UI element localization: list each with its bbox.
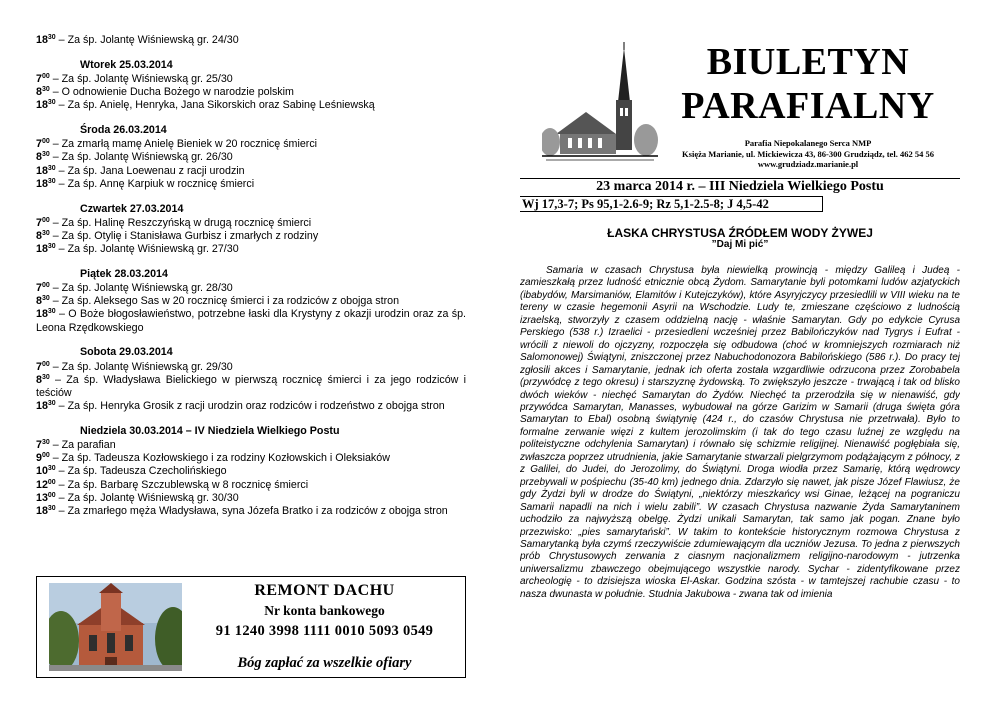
roof-repair-box <box>36 576 466 678</box>
mass-entry <box>36 165 466 178</box>
mass-minute: 00 <box>41 452 50 460</box>
mass-entry <box>36 465 466 478</box>
mass-hour: 9 <box>36 452 42 465</box>
mass-hour: 7 <box>36 72 42 85</box>
roof-repair-text <box>187 581 462 672</box>
mass-hour: 8 <box>36 373 42 386</box>
thanks-note: Bóg zapłać za wszelkie ofiary <box>237 655 412 671</box>
mass-minute: 30 <box>41 151 50 159</box>
mass-minute: 30 <box>47 243 56 251</box>
mass-entry <box>36 282 466 295</box>
title-line-2: PARAFIALNY <box>681 85 935 127</box>
mass-intention: – Za parafian <box>49 439 116 452</box>
mass-hour: 7 <box>36 439 42 452</box>
mass-minute: 30 <box>47 400 56 408</box>
mass-entry <box>36 73 466 86</box>
mass-minute: 30 <box>41 86 50 94</box>
mass-hour: 8 <box>36 151 42 164</box>
mass-hour: 18 <box>36 34 48 46</box>
mass-minute: 00 <box>47 491 56 499</box>
church-drawing-logo <box>542 42 658 172</box>
bank-account-label: Nr konta bankowego <box>264 603 385 618</box>
schedule-top-line <box>36 34 466 47</box>
mass-hour: 18 <box>36 177 48 190</box>
mass-minute: 00 <box>41 282 50 290</box>
mass-entry <box>36 400 466 413</box>
mass-entry <box>36 138 466 151</box>
bank-account-number: 91 1240 3998 1111 0010 5093 0549 <box>215 623 434 639</box>
mass-hour: 7 <box>36 282 42 295</box>
mass-minute: 00 <box>41 360 50 368</box>
parish-info <box>660 138 956 170</box>
mass-minute: 00 <box>41 72 50 80</box>
mass-entry <box>36 308 466 334</box>
mass-minute: 00 <box>47 478 56 486</box>
mass-entry <box>36 361 466 374</box>
mass-intention: – Za śp. Władysława Bielickiego w pierwszą rocznicę śmierci i za jego rodziców i teściów <box>36 373 466 399</box>
mass-hour: 18 <box>36 243 48 256</box>
mass-minute: 30 <box>47 465 56 473</box>
mass-intention: – Za śp. Barbarę Szczublewską w 8 rocznicę śmierci <box>55 478 309 491</box>
mass-entry <box>36 217 466 230</box>
schedule-day <box>36 124 466 191</box>
mass-intention: – Za śp. Jana Loewenau z racji urodzin <box>55 164 245 177</box>
article-body: Samaria w czasach Chrystusa była niewielką prowincją - między Galileą i Judeą - zamieszkałą przez ludność etnicznie obcą Żydom. Samarytanie byli potomkami ludów azjatyckich (ibabydów, Marsimaniów, Elamitów i Kutejczyków), które Asyryjczycy przesiedlili w VIII wieku na te tereny w czasie hegemonii Asyrii na Wschodzie. Ludy te, zmieszane częściowo z ludnością izraelską, stworzyły z czasem oddzielną nację - właśnie Samarytan. Gdy po edykcie Cyrusa Perskiego (538 r.) Izraelici - przesiedleni wcześniej przez Babilończyków nad Tygrys i Eufrat - wrócili z niewoli do ojczyzny, rozpoczęła się odbudowa (choć w kromniejszych rozmiarach niż Salomonowej) Świątyni, zniszczonej przez Nabuchodonozora Babilońskiego (586 r.). Do pracy tej zgłosili akces i Samarytanie, jednak ich oferta została wzgardliwie odrzucona przez Zorobabela (przywódcę z tego okresu) i starszyznę żydowską. To zwiększyło jeszcze - trwającą i tak od blisko dwóch wieków - niechęć Samarytan do Żydów. Niechęć ta przerodziła się w nienawiść, gdy przywódca Samarytan, Manasses, wybudował na górze Garizim w Samarii (druga święta góra Samarytan to Ebal) osobną świątynię (424 r., do czasów Chrystusa nie przetrwała). Było to formalne zerwanie więzi z kultem jerozolimskim (i tak do tego czasu luźnej ze względu na politeistyczne odchylenia Samarytan) i równało się schizmie religijnej. Nienawiść pogłębiała się, zwłaszcza poprzez utrudnienia, jakie Samarytanie stwarzali pielgrzymom podążającym z północy, z z Galilei, do Judei, do Jerozolimy, do Świątyni. Droga wiodła przez Samarię, którą wędrowcy przebywali w pośpiechu (35-40 km) jednego dnia. Zdarzyło się nawet, jak pisze Józef Flawiusz, że gdy Żydzi byli w drodze do Świątyni, „niektórzy mieszkańcy wsi Ginae, leżącej na pograniczu Samarii napadli na nich i wielu zabili”. W czasach Chrystusa nazwanie Żyda Samarytaninem uchodziło za najwyższą obelgę. Żydzi unikali Samarytan, tak samo jak pogan. Znane było przezwisko: „pies samarytański”. W takim to kontekście historycznym rozmowa Chrystusa z Samarytanką była czymś rzeczywiście zdumiewającym dla uczniów Jezusa. To jedna z pierwszych prób Chrystusowych zerwania z ciasnym nacjonalizmem religijno-narodowym - jutrzenka uniwersalizmu zbawczego obejmującego wszystkie narody. Sychar - zidentyfikowane przez archeologię - to dzisiejsza wioska El-Askar. Godzina szósta - w tamtejszej rachubie czasu - to nasza dwunasta w południe. Studnia Jakubowa - zwana tak od imienia <box>520 265 960 600</box>
mass-hour: 7 <box>36 138 42 151</box>
mass-entry <box>36 230 466 243</box>
mass-hour: 18 <box>36 505 48 518</box>
bulletin-title <box>660 40 956 128</box>
mass-minute: 30 <box>47 308 56 316</box>
schedule-days <box>36 59 466 519</box>
schedule-day <box>36 346 466 413</box>
mass-entry <box>36 505 466 518</box>
mass-hour: 10 <box>36 465 48 478</box>
mass-minute: 30 <box>47 164 56 172</box>
mass-entry <box>36 295 466 308</box>
mass-hour: 18 <box>36 400 48 413</box>
mass-hour: 7 <box>36 360 42 373</box>
parish-name: Parafia Niepokalanego Serca NMP <box>744 138 872 148</box>
mass-intention: – Za śp. Anielę, Henryka, Jana Sikorskich oraz Sabinę Leśniewską <box>55 99 375 112</box>
mass-intention: – Za śp. Jolantę Wiśniewską gr. 30/30 <box>55 491 239 504</box>
mass-intention: – Za zmarłą mamę Anielę Bieniek w 20 rocznicę śmierci <box>49 138 318 151</box>
mass-minute: 00 <box>41 138 50 146</box>
mass-intention: – O Boże błogosławieństwo, potrzebne łaski dla Krystyny z okazji urodzin oraz za śp. Leona Rzędkowskiego <box>36 308 466 334</box>
mass-entry <box>36 243 466 256</box>
day-title: Wtorek 25.03.2014 <box>80 58 173 71</box>
mass-intention: – Za śp. Aleksego Sas w 20 rocznicę śmierci i za rodziców z obojga stron <box>49 295 400 308</box>
mass-hour: 8 <box>36 295 42 308</box>
mass-minute: 30 <box>41 295 50 303</box>
readings-line: Wj 17,3-7; Ps 95,1-2.6-9; Rz 5,1-2.5-8; J 4,5-42 <box>520 196 823 212</box>
title-line-1: BIULETYN <box>706 41 910 83</box>
mass-intention: – O odnowienie Ducha Bożego w narodzie polskim <box>49 86 294 99</box>
mass-minute: 30 <box>41 229 50 237</box>
mass-schedule <box>36 34 466 530</box>
mass-minute: 30 <box>47 177 56 185</box>
day-title: Czwartek 27.03.2014 <box>80 202 184 215</box>
mass-entry <box>36 452 466 465</box>
mass-hour: 18 <box>36 308 48 321</box>
schedule-day <box>36 268 466 335</box>
mass-entry <box>36 439 466 452</box>
mass-minute: 30 <box>41 373 50 381</box>
mass-minute: 00 <box>41 216 50 224</box>
mass-intention: – Za śp. Jolantę Wiśniewską gr. 26/30 <box>49 151 233 164</box>
mass-intention: – Za śp. Otylię i Stanisława Gurbisz i zmarłych z rodziny <box>49 229 319 242</box>
mass-hour: 18 <box>36 99 48 112</box>
mass-intention: – Za śp. Jolantę Wiśniewską gr. 28/30 <box>49 282 233 295</box>
mass-hour: 12 <box>36 478 48 491</box>
mass-hour: 13 <box>36 491 48 504</box>
article-subtitle: ”Daj Mi pić” <box>711 239 769 250</box>
mass-intention: – Za śp. Jolantę Wiśniewską gr. 25/30 <box>49 72 233 85</box>
day-title: Sobota 29.03.2014 <box>80 346 173 359</box>
mass-hour: 7 <box>36 216 42 229</box>
mass-intention: – Za śp. Halinę Reszczyńską w drugą rocznicę śmierci <box>49 216 312 229</box>
mass-minute: 30 <box>47 505 56 513</box>
day-title: Środa 26.03.2014 <box>80 124 167 137</box>
mass-intention: – Za śp. Annę Karpiuk w rocznicę śmierci <box>55 177 255 190</box>
mass-hour: 8 <box>36 229 42 242</box>
schedule-day <box>36 59 466 113</box>
date-line: 23 marca 2014 r. – III Niedziela Wielkiego Postu <box>596 179 884 194</box>
mass-entry <box>36 492 466 505</box>
mass-intention: – Za śp. Jolantę Wiśniewską gr. 29/30 <box>49 360 233 373</box>
mass-hour: 8 <box>36 86 42 99</box>
mass-entry <box>36 178 466 191</box>
mass-intention: – Za śp. Jolantę Wiśniewską gr. 27/30 <box>55 243 239 256</box>
mass-hour: 18 <box>36 164 48 177</box>
mass-minute: 30 <box>47 34 56 41</box>
parish-address: Księża Marianie, ul. Mickiewicza 43, 86-300 Grudziądz, tel. 462 54 56 <box>682 148 934 159</box>
roof-repair-title: REMONT DACHU <box>254 582 395 599</box>
church-photo <box>49 583 182 671</box>
parish-website: www.grudziadz.marianie.pl <box>757 159 859 169</box>
schedule-day <box>36 425 466 518</box>
mass-intention: – Za śp. Jolantę Wiśniewską gr. 24/30 <box>55 34 239 46</box>
mass-entry <box>36 151 466 164</box>
schedule-day <box>36 203 466 257</box>
day-title: Piątek 28.03.2014 <box>80 267 168 280</box>
mass-intention: – Za zmarłego męża Władysława, syna Józefa Bratko i za rodziców z obojga stron <box>55 505 448 518</box>
mass-intention: – Za śp. Tadeusza Czecholińskiego <box>55 465 227 478</box>
mass-intention: – Za śp. Tadeusza Kozłowskiego i za rodziny Kozłowskich i Oleksiaków <box>49 452 390 465</box>
article-title: ŁASKA CHRYSTUSA ŹRÓDŁEM WODY ŻYWEJ <box>607 226 873 240</box>
mass-minute: 30 <box>47 99 56 107</box>
mass-entry <box>36 479 466 492</box>
mass-entry <box>36 99 466 112</box>
mass-entry <box>36 374 466 400</box>
mass-entry <box>36 86 466 99</box>
mass-intention: – Za śp. Henryka Grosik z racji urodzin oraz rodziców i rodzeństwo z obojga stron <box>55 400 445 413</box>
mass-minute: 30 <box>41 439 50 447</box>
day-title: Niedziela 30.03.2014 – IV Niedziela Wielkiego Postu <box>80 424 340 437</box>
